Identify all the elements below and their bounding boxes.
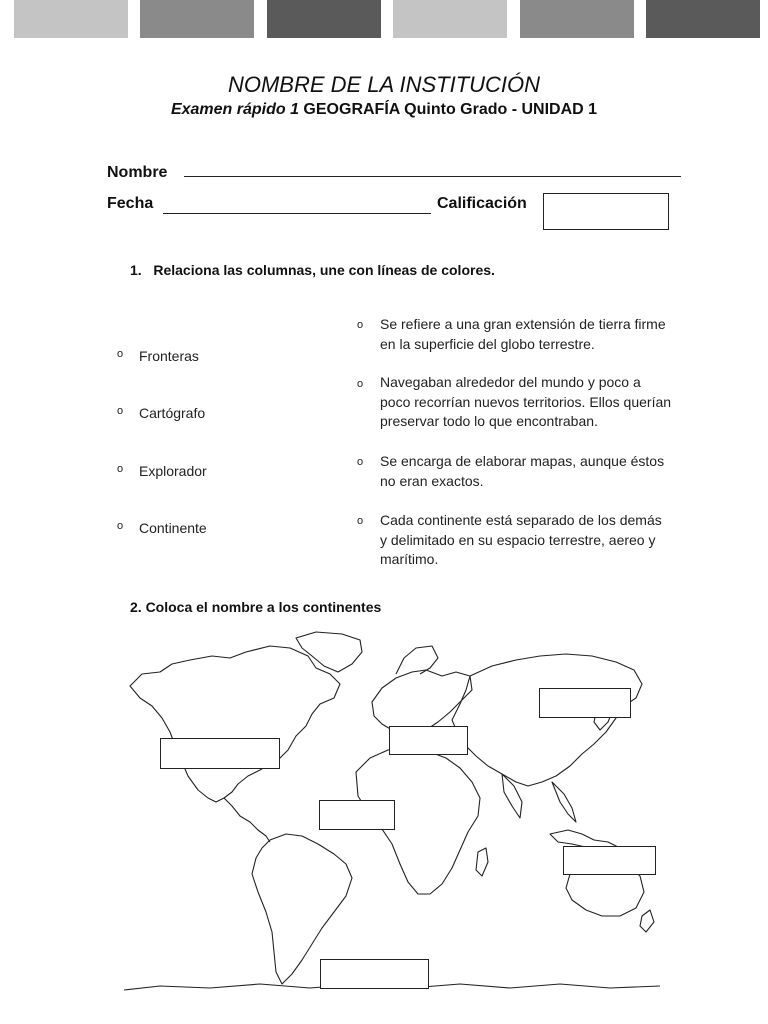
definition-1 [380, 315, 666, 354]
name-label: Nombre [107, 164, 168, 181]
left-item-label: Fronteras [139, 348, 199, 364]
name-line[interactable] [184, 176, 681, 177]
continent-answer-box-asia[interactable] [539, 688, 631, 718]
left-item-label: Cartógrafo [139, 405, 206, 421]
question-1-title: 1. Relaciona las columnas, une con líneas de colores. [130, 262, 495, 278]
bullet-icon: o [357, 515, 364, 527]
india-outline [502, 774, 522, 818]
definition-line: marítimo. [380, 551, 439, 567]
definition-line: no eran exactos. [380, 472, 484, 489]
bullet-icon: o [117, 405, 124, 417]
bullet-icon: o [117, 520, 124, 532]
north-america-outline [130, 646, 340, 802]
scandinavia-outline [396, 646, 438, 674]
continent-answer-box-africa[interactable] [319, 800, 395, 830]
bullet-icon: o [117, 463, 124, 475]
question-2-title: 2. Coloca el nombre a los continentes [130, 599, 382, 615]
left-item-label: Explorador [139, 463, 207, 479]
central-america-outline [224, 798, 270, 842]
definition-4 [380, 511, 662, 570]
header-bar-3 [267, 0, 381, 38]
date-line[interactable] [163, 213, 431, 214]
header-bar-1 [14, 0, 128, 38]
left-item-label: Continente [139, 520, 207, 536]
bullet-icon: o [357, 319, 364, 331]
definition-line: Navegaban alrededor del mundo y poco a [380, 374, 641, 390]
exam-subtitle [0, 101, 768, 119]
continent-answer-box-north-america[interactable] [160, 738, 280, 769]
header-bar-6 [646, 0, 760, 38]
header-bar-2 [140, 0, 254, 38]
definition-2 [380, 373, 671, 432]
definition-line: y delimitado en su espacio terrestre, aereo y [380, 531, 656, 548]
bullet-icon: o [117, 348, 124, 360]
definition-3 [380, 452, 664, 491]
definition-line: poco recorrían nuevos territorios. Ellos querían [380, 393, 672, 410]
continent-answer-box-oceania[interactable] [563, 846, 656, 875]
definition-line: preservar todo lo que encontraban. [380, 413, 598, 429]
new-zealand-outline [640, 910, 654, 932]
southeast-asia-outline [552, 782, 576, 822]
bullet-icon: o [357, 378, 364, 390]
bullet-icon: o [357, 456, 364, 468]
institution-title: NOMBRE DE LA INSTITUCIÓN [227, 72, 541, 97]
greenland-outline [296, 632, 362, 672]
madagascar-outline [476, 848, 488, 876]
grade-box[interactable] [543, 193, 669, 230]
continent-answer-box-antarctica[interactable] [320, 959, 429, 989]
definition-line: Cada continente está separado de los demás [380, 512, 662, 528]
definition-line: en la superficie del globo terrestre. [380, 335, 595, 352]
asia-outline [452, 654, 642, 786]
header-bar-4 [393, 0, 507, 38]
definition-line: Se refiere a una gran extensión de tierra firme [380, 316, 666, 332]
definition-line: Se encarga de elaborar mapas, aunque éstos [380, 453, 665, 469]
continent-answer-box-europe[interactable] [389, 726, 468, 755]
grade-label: Calificación [437, 195, 527, 212]
date-label: Fecha [107, 195, 154, 212]
exam-subtitle-italic: Examen rápido 1 [170, 101, 299, 118]
header-bar-5 [520, 0, 634, 38]
exam-subtitle-rest: GEOGRAFÍA Quinto Grado - UNIDAD 1 [298, 101, 598, 118]
